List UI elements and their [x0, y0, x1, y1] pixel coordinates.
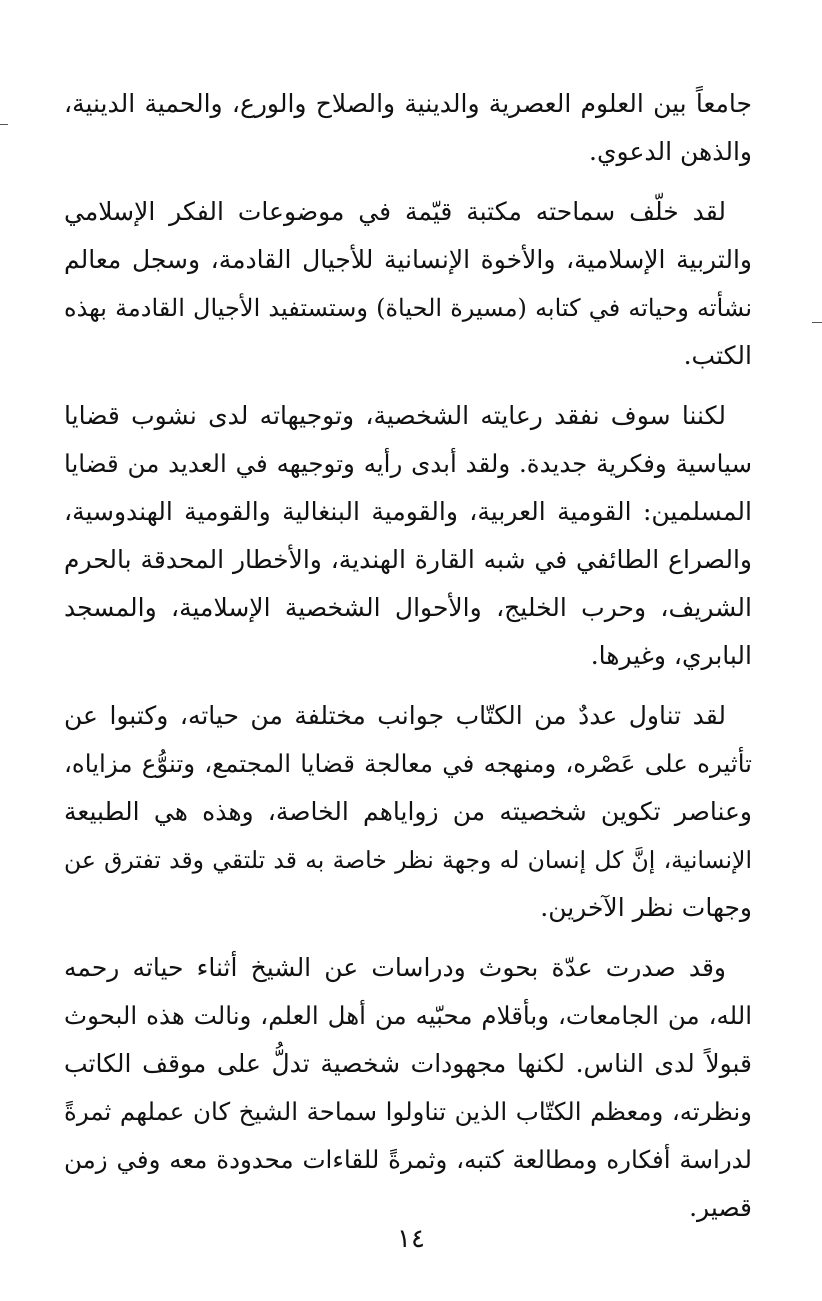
text-line: والتربية الإسلامية، والأخوة الإنسانية للأجيال القادمة، وسجل معالم: [64, 245, 752, 274]
margin-tick-left: [0, 124, 8, 125]
text-line: الشريف، وحرب الخليج، والأحوال الشخصية الإسلامية، والمسجد: [64, 593, 752, 622]
text-line: لكننا سوف نفقد رعايته الشخصية، وتوجيهاته لدى نشوب قضايا: [64, 401, 726, 430]
text-line: الكتب.: [683, 341, 752, 370]
text-line: لقد تناول عددٌ من الكتّاب جوانب مختلفة من حياته، وكتبوا عن: [64, 701, 726, 730]
paragraph-4: [64, 692, 752, 932]
text-line: والذهن الدعوي.: [589, 137, 752, 166]
text-line: تأثيره على عَصْره، ومنهجه في معالجة قضايا المجتمع، وتنوُّع مزاياه،: [64, 749, 752, 778]
text-line: الإنسانية، إنَّ كل إنسان له وجهة نظر خاصة به قد تلتقي وقد تفترق عن: [64, 846, 752, 874]
text-line: لدراسة أفكاره ومطالعة كتبه، وثمرةً للقاءات محدودة معه وفي زمن: [64, 1145, 752, 1174]
text-line: الله، من الجامعات، وبأقلام محبّيه من أهل العلم، ونالت هذه البحوث: [64, 1001, 752, 1030]
text-line: قبولاً لدى الناس. لكنها مجهودات شخصية تدلُّ على موقف الكاتب: [64, 1049, 752, 1078]
page-number: ١٤: [397, 1224, 425, 1254]
text-line: سياسية وفكرية جديدة. ولقد أبدى رأيه وتوجيهه في العديد من قضايا: [64, 449, 752, 478]
paragraph-3: [64, 392, 752, 680]
text-line: المسلمين: القومية العربية، والقومية البنغالية والقومية الهندوسية،: [64, 497, 752, 526]
text-line: والصراع الطائفي في شبه القارة الهندية، والأخطار المحدقة بالحرم: [64, 545, 752, 574]
margin-tick-right: [812, 322, 822, 323]
text-line: نشأته وحياته في كتابه (مسيرة الحياة) وستستفيد الأجيال القادمة بهذه: [64, 294, 752, 322]
text-line: وقد صدرت عدّة بحوث ودراسات عن الشيخ أثناء حياته رحمه: [64, 953, 726, 982]
document-body: [64, 80, 752, 1244]
text-line: البابري، وغيرها.: [590, 641, 752, 670]
text-line: وجهات نظر الآخرين.: [540, 893, 752, 922]
paragraph-5: [64, 944, 752, 1232]
text-line: وعناصر تكوين شخصيته من زواياهم الخاصة، وهذه هي الطبيعة: [64, 797, 752, 826]
paragraph-1: [64, 80, 752, 176]
text-line: لقد خلّف سماحته مكتبة قيّمة في موضوعات الفكر الإسلامي: [64, 197, 726, 226]
paragraph-2: [64, 188, 752, 380]
text-line: جامعاً بين العلوم العصرية والدينية والصلاح والورع، والحمية الدينية،: [64, 89, 752, 118]
text-line: ونظرته، ومعظم الكتّاب الذين تناولوا سماحة الشيخ كان عملهم ثمرةً: [64, 1097, 752, 1126]
text-line: قصير.: [689, 1193, 752, 1222]
